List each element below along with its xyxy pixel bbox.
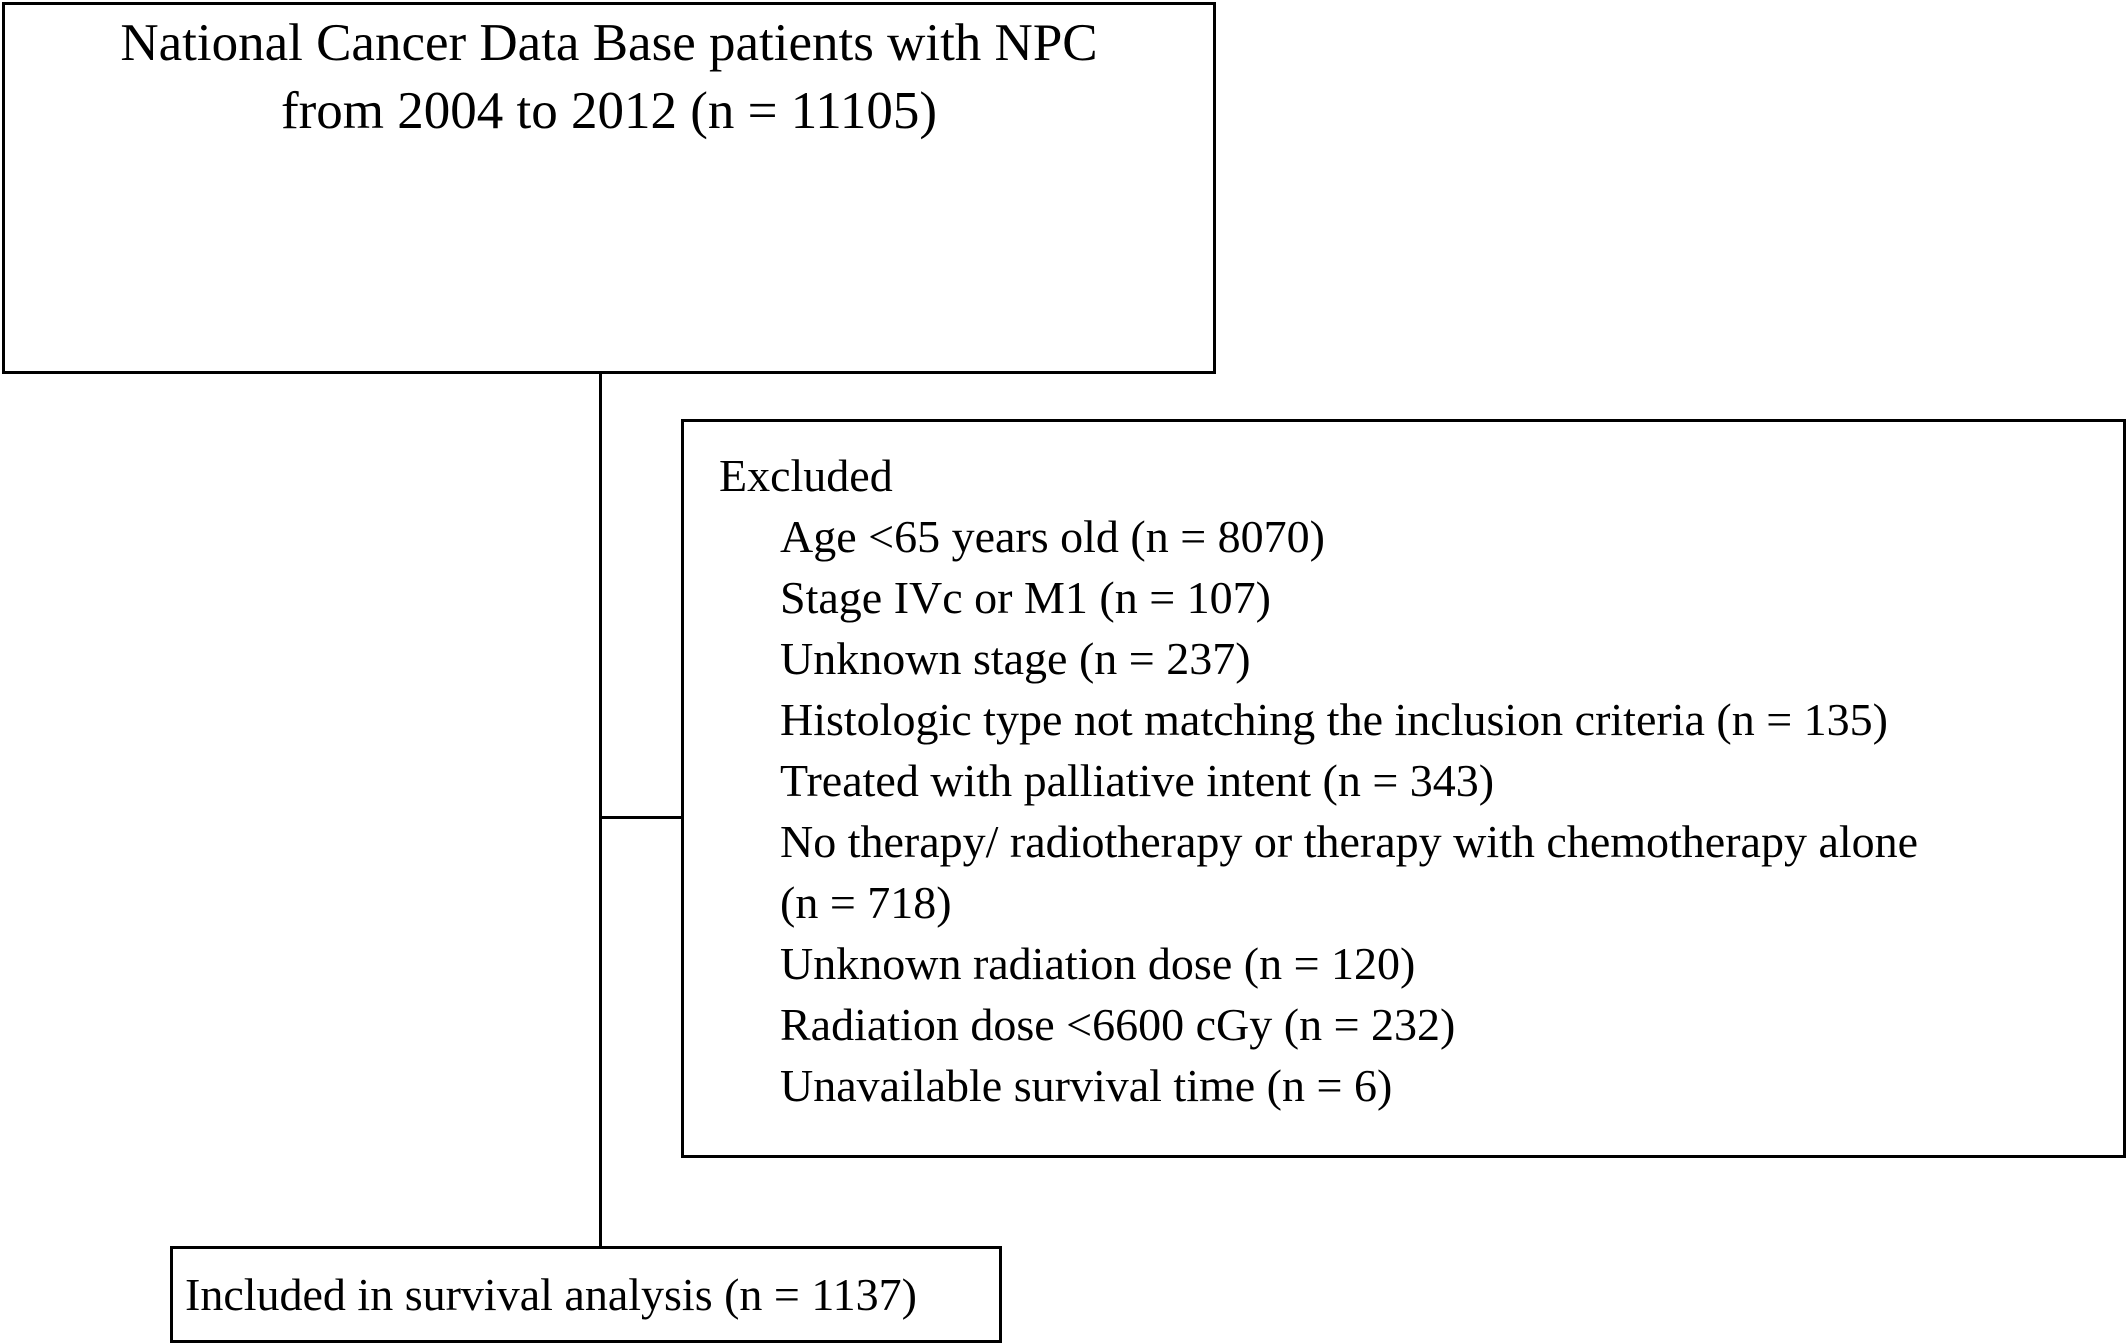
source-population-box bbox=[2, 2, 1216, 374]
exclusion-heading: Excluded bbox=[719, 450, 893, 501]
exclusion-item: Unknown radiation dose (n = 120) bbox=[780, 938, 1416, 989]
exclusion-item: Stage IVc or M1 (n = 107) bbox=[780, 572, 1271, 623]
main-flow-connector bbox=[599, 372, 602, 1248]
included-population-box bbox=[170, 1246, 1002, 1343]
exclusion-item: Treated with palliative intent (n = 343) bbox=[780, 755, 1495, 806]
source-population-line-1: National Cancer Data Base patients with NPC bbox=[120, 14, 1098, 72]
exclusion-criteria-box bbox=[681, 419, 2126, 1158]
source-population-line-2: from 2004 to 2012 (n = 11105) bbox=[280, 82, 937, 140]
exclusion-item: (n = 718) bbox=[780, 877, 952, 928]
exclusion-list bbox=[719, 506, 2123, 1116]
exclusion-item: Histologic type not matching the inclusion criteria (n = 135) bbox=[780, 694, 1888, 745]
included-population-text: Included in survival analysis (n = 1137) bbox=[185, 1269, 917, 1320]
exclusion-item: Unknown stage (n = 237) bbox=[780, 633, 1251, 684]
exclusion-item: Age <65 years old (n = 8070) bbox=[780, 511, 1325, 562]
exclusion-branch-connector bbox=[599, 816, 683, 819]
exclusion-item: No therapy/ radiotherapy or therapy with chemotherapy alone bbox=[780, 816, 1919, 867]
exclusion-item: Radiation dose <6600 cGy (n = 232) bbox=[780, 999, 1456, 1050]
exclusion-item: Unavailable survival time (n = 6) bbox=[780, 1060, 1393, 1111]
